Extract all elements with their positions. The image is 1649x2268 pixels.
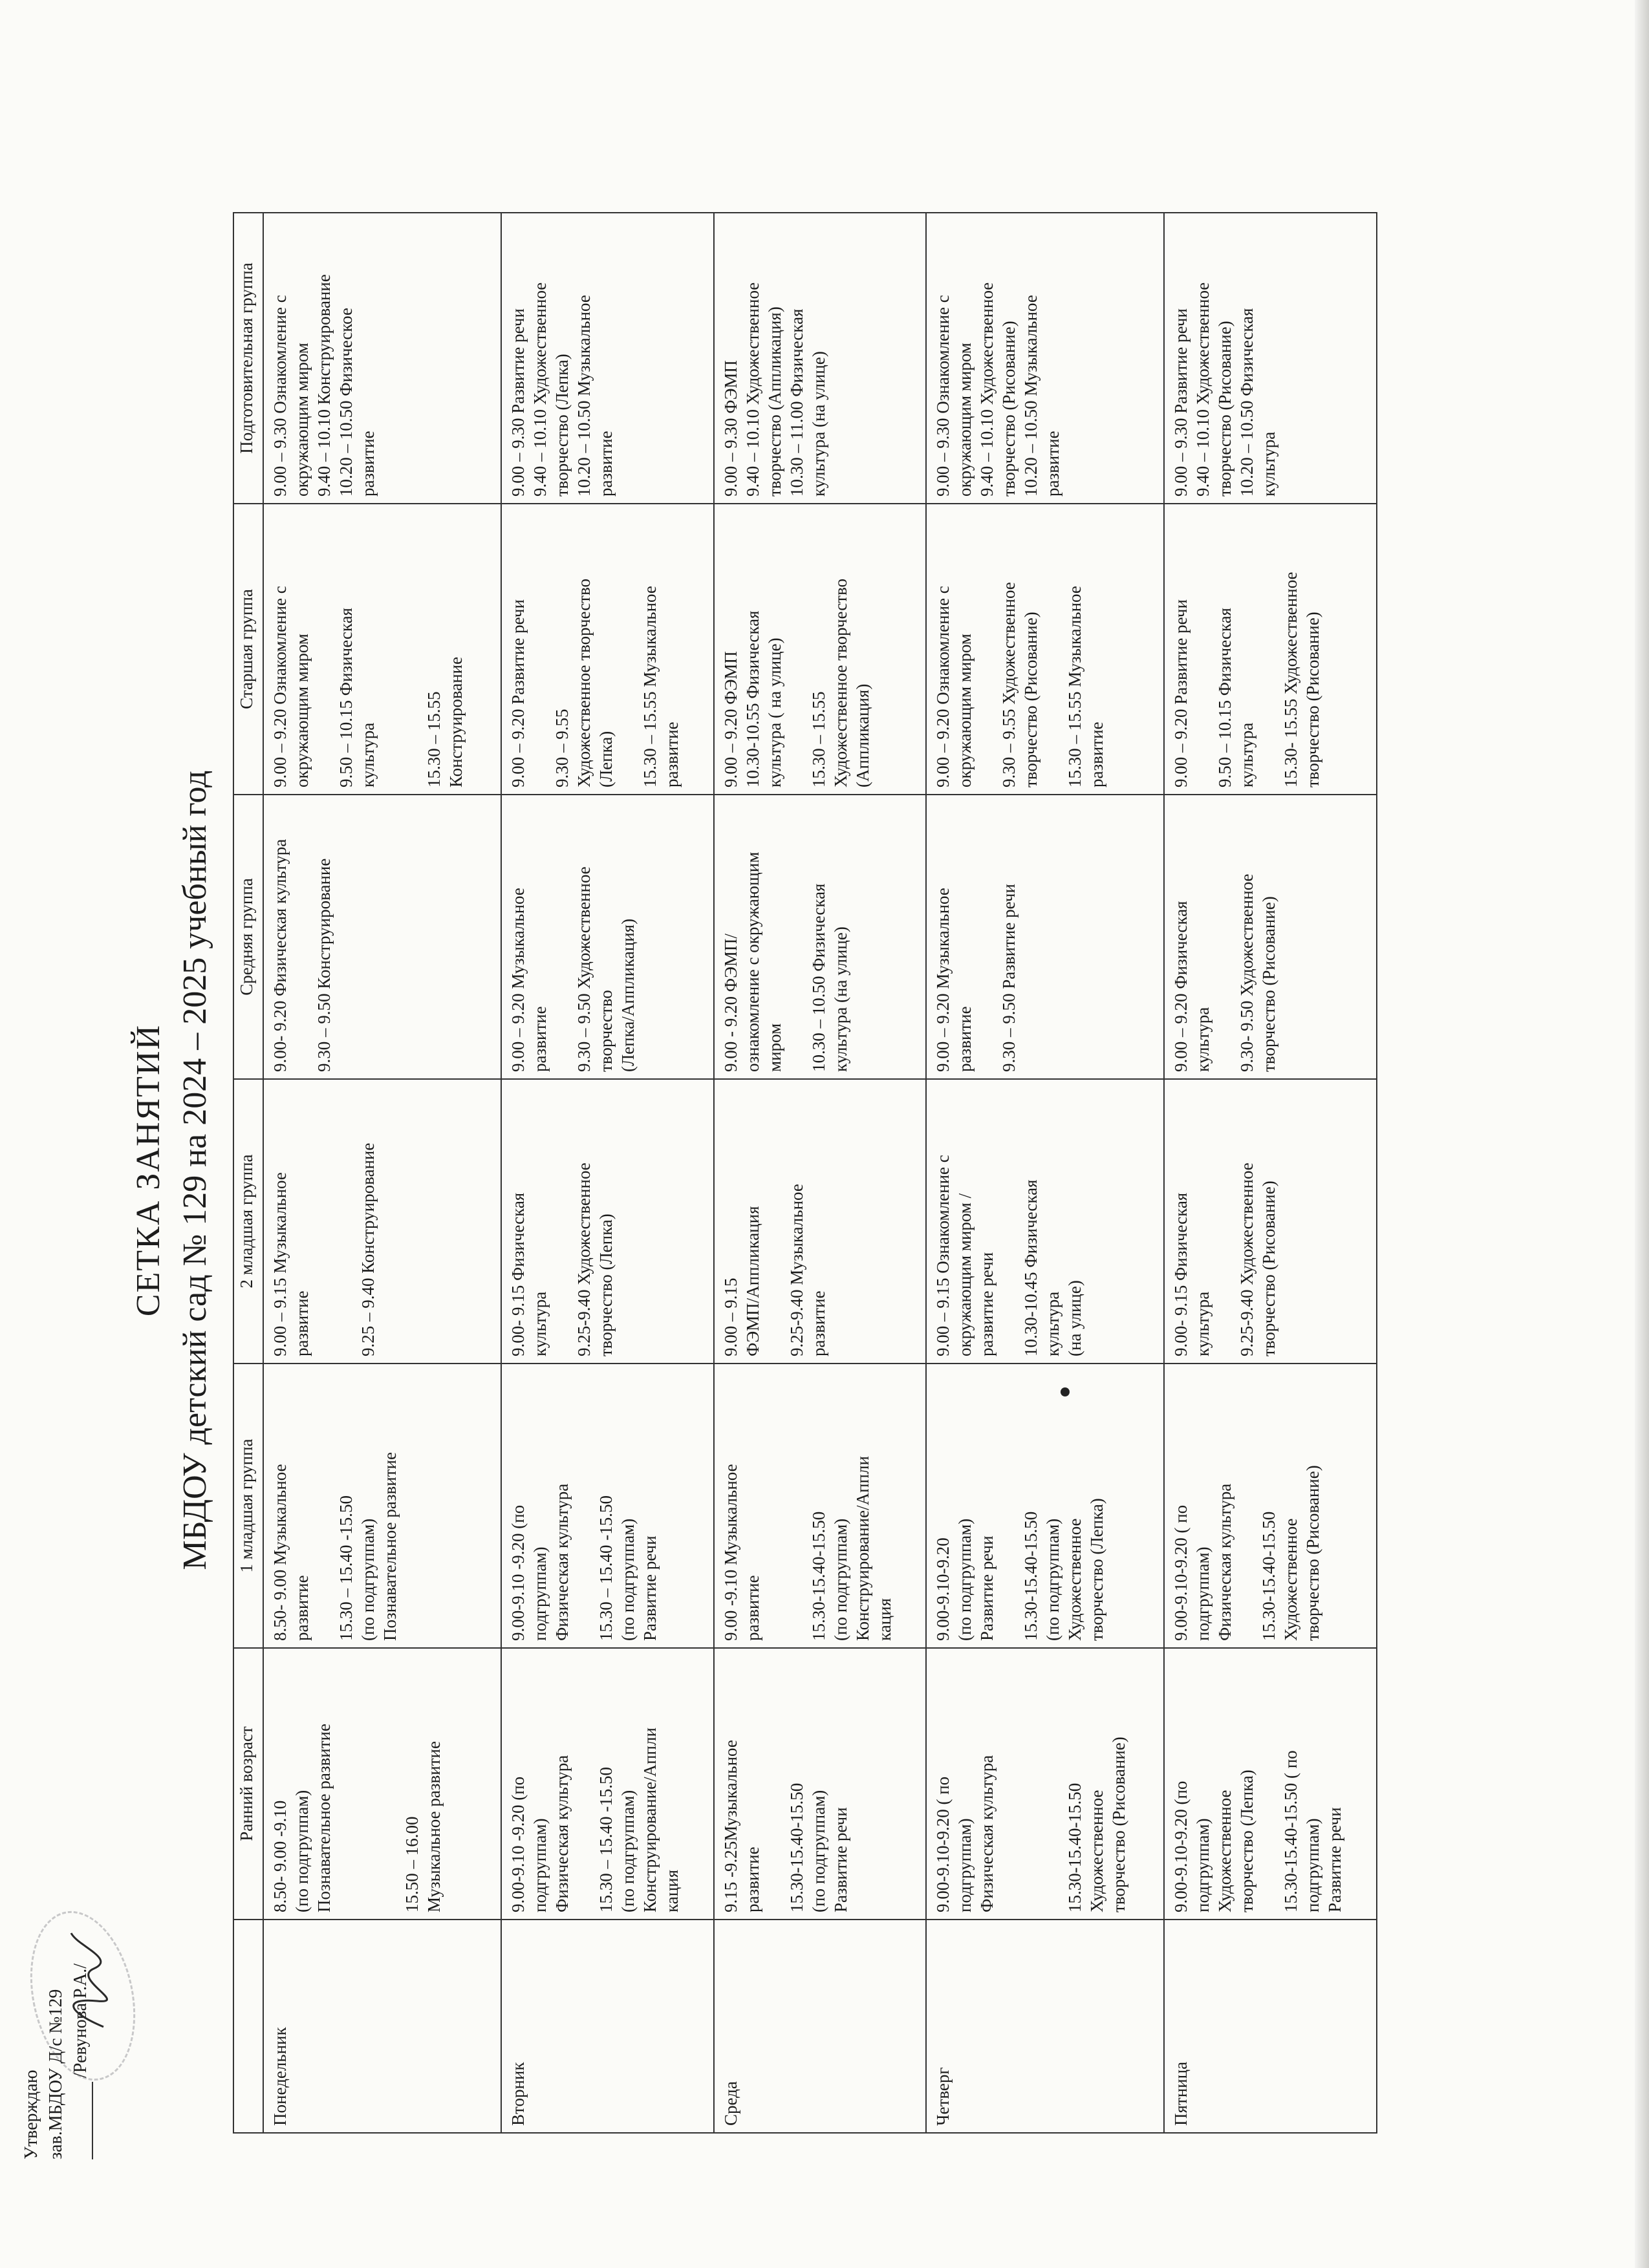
cell-line <box>357 1655 379 1912</box>
schedule-cell <box>926 1648 1164 1920</box>
schedule-cell <box>1164 795 1377 1079</box>
cell-line: культура <box>1259 431 1278 497</box>
cell-line: подгруппам) <box>955 1818 975 1912</box>
schedule-cell <box>714 1648 927 1920</box>
cell-line: 9.40 – 10.10 Художественное <box>1193 282 1212 497</box>
cell-line: Художественное <box>1065 1518 1085 1641</box>
cell-line: Конструирование <box>446 656 466 787</box>
cell-line: развитие <box>742 1846 762 1912</box>
cell-line: 9.00 – 9.15 Ознакомление с <box>933 1155 953 1356</box>
cell-line: Художественное <box>1281 1518 1300 1641</box>
day-cell: Вторник <box>501 1920 714 2133</box>
cell-line: Физическая культура <box>1215 1483 1234 1641</box>
cell-line: 9.00 – 9.20 Музыкальное <box>933 888 953 1072</box>
cell-line: 9.50 – 10.15 Физическая <box>1215 608 1234 787</box>
schedule-cell <box>926 795 1164 1079</box>
cell-line: 9.30 – 9.55 <box>552 709 572 787</box>
cell-line: 9.00 – 9.15 <box>720 1278 740 1356</box>
cell-line: 9.00 – 9.20 Ознакомление с <box>270 586 290 787</box>
cell-line: 8.50- 9.00 Музыкальное <box>270 1464 290 1641</box>
cell-line: 9.25-9.40 Художественное <box>574 1162 594 1356</box>
cell-line <box>976 802 998 1072</box>
cell-line: 15.30 – 15.40 -15.50 <box>596 1767 616 1912</box>
cell-line: Конструирование/Аппли <box>640 1728 660 1912</box>
cell-line: 9.00- 9.15 Физическая <box>508 1192 528 1356</box>
cell-line: Художественное <box>1215 1790 1234 1912</box>
day-cell: Четверг <box>926 1920 1164 2133</box>
cell-line <box>551 802 573 1072</box>
cell-line: развитие <box>808 1290 828 1356</box>
cell-line: 9.00- 9.15 Физическая <box>1171 1192 1191 1356</box>
cell-line: творчество (Лепка) <box>552 354 572 497</box>
cell-line: 9.30 – 9.50 Художественное <box>574 866 594 1072</box>
table-row <box>926 213 1164 2133</box>
cell-line: 9.00 – 9.20 Развитие речи <box>1171 599 1191 787</box>
schedule-cell <box>501 795 714 1079</box>
cell-line <box>1236 1371 1258 1641</box>
cell-line: творчество (Рисование) <box>1303 612 1322 787</box>
cell-line: развитие <box>596 431 616 497</box>
schedule-cell <box>501 1364 714 1648</box>
cell-line: Познавательное развитие <box>314 1724 334 1912</box>
schedule-cell <box>263 795 501 1079</box>
cell-line: кация <box>662 1869 682 1912</box>
cell-line: ознакомление с окружающим <box>742 851 762 1072</box>
cell-line: подгруппам) <box>530 1546 550 1641</box>
cell-line: (по подгруппам) <box>1043 1518 1063 1641</box>
cell-line: 15.30-15.40-15.50 <box>1021 1511 1041 1641</box>
scan-speck <box>1061 1387 1070 1396</box>
cell-line: 9.00-9.10-9.20 (по <box>1171 1781 1191 1912</box>
schedule-cell <box>263 1364 501 1648</box>
cell-line <box>291 802 313 1072</box>
cell-line <box>764 1086 786 1356</box>
cell-line: культура <box>1193 1007 1212 1072</box>
cell-line <box>1042 1655 1064 1912</box>
cell-line <box>551 1086 573 1356</box>
cell-line: 15.30- 15.55 Художественное <box>1281 572 1300 787</box>
cell-line: (на улице) <box>1065 1280 1085 1356</box>
cell-line: Конструирование/Аппли <box>852 1456 872 1641</box>
cell-line: 15.30 – 15.55 <box>424 691 444 787</box>
cell-line: (по подгруппам) <box>955 1518 975 1641</box>
column-header: Старшая группа <box>233 504 263 795</box>
schedule-cell <box>714 1079 927 1364</box>
cell-line: 10.20 – 10.50 Музыкальное <box>574 295 594 497</box>
cell-line: 15.30-15.40-15.50 <box>786 1782 806 1912</box>
cell-line: культура <box>1043 1291 1063 1356</box>
cell-line <box>764 1655 786 1912</box>
cell-line: подгруппам) <box>530 1818 550 1912</box>
cell-line: культура <box>1237 722 1256 787</box>
cell-line: ФЭМП/Аппликация <box>742 1206 762 1356</box>
cell-line: творчество (Рисование) <box>1259 1181 1278 1356</box>
cell-line: культура (на улице) <box>808 351 828 497</box>
cell-line: 9.00-9.10-9.20 <box>933 1537 953 1641</box>
column-header: 2 младшая группа <box>233 1079 263 1364</box>
cell-line: (по подгруппам) <box>830 1518 850 1641</box>
day-cell: Понедельник <box>263 1920 501 2133</box>
schedule-cell <box>501 1079 714 1364</box>
cell-line: Художественное творчество <box>574 578 594 787</box>
cell-line: 9.00 – 9.20 Музыкальное <box>508 888 528 1072</box>
header-row <box>233 213 263 2133</box>
cell-line: 15.30-15.40-15.50 ( по <box>1281 1750 1300 1912</box>
cell-line: 9.25 – 9.40 Конструирование <box>358 1142 378 1356</box>
cell-line: 9.30 – 9.50 Развитие речи <box>999 884 1019 1072</box>
cell-line: 10.20 – 10.50 Физическая <box>1237 308 1256 497</box>
column-header: Подготовительная группа <box>233 213 263 504</box>
cell-line: Развитие речи <box>830 1807 850 1912</box>
schedule-table <box>233 212 1377 2134</box>
cell-line: (по подгруппам) <box>292 1790 312 1912</box>
cell-line: 9.00- 9.20 Физическая культура <box>270 839 290 1072</box>
schedule-cell <box>714 1364 927 1648</box>
cell-line: 9.25-9.40 Художественное <box>1237 1162 1256 1356</box>
cell-line <box>335 1086 357 1356</box>
schedule-cell <box>1164 1364 1377 1648</box>
cell-line: культура <box>1193 1291 1212 1356</box>
cell-line: Развитие речи <box>640 1535 660 1641</box>
cell-line <box>313 511 335 787</box>
cell-line: окружающим миром <box>292 634 312 787</box>
cell-line: 10.20 – 10.50 Физическое <box>336 308 356 497</box>
cell-line: Художественное <box>1087 1790 1107 1912</box>
cell-line: творчество (Рисование) <box>999 321 1019 497</box>
cell-line <box>1214 802 1236 1072</box>
cell-line: 9.40 – 10.10 Конструирование <box>314 274 334 497</box>
cell-line: творчество (Лепка) <box>1087 1498 1107 1641</box>
rotated-schedule-page <box>0 168 1410 2172</box>
cell-line: (Аппликация) <box>852 683 872 787</box>
cell-line <box>401 511 423 787</box>
cell-line <box>786 1371 808 1641</box>
document-title: СЕТКА ЗАНЯТИЙ <box>130 1023 167 1317</box>
cell-line: 15.50 – 16.00 <box>402 1816 422 1912</box>
cell-line: 9.00 – 9.30 Развитие речи <box>508 308 528 497</box>
cell-line: 10.30 – 11.00 Физическая <box>786 308 806 497</box>
schedule-cell <box>926 504 1164 795</box>
cell-line: миром <box>764 1023 784 1072</box>
cell-line <box>573 1371 595 1641</box>
cell-line: (по подгруппам) <box>618 1518 638 1641</box>
cell-line: окружающим миром <box>955 634 975 787</box>
cell-line: 9.00 - 9.20 ФЭМП/ <box>720 934 740 1072</box>
cell-line: 10.30 – 10.50 Физическая <box>808 883 828 1072</box>
cell-line: культура (на улице) <box>830 926 850 1072</box>
schedule-cell <box>926 1364 1164 1648</box>
cell-line: 15.30 – 15.40 -15.50 <box>336 1495 356 1641</box>
cell-line: 9.00 – 9.30 Ознакомление с <box>270 295 290 497</box>
cell-line: 9.40 – 10.10 Художественное <box>530 282 550 497</box>
schedule-cell <box>501 213 714 504</box>
schedule-cell <box>714 795 927 1079</box>
schedule-cell <box>263 213 501 504</box>
cell-line: окружающим миром <box>292 343 312 497</box>
cell-line: подгруппам) <box>1303 1818 1322 1912</box>
schedule-cell <box>263 504 501 795</box>
cell-line: 9.50 – 10.15 Физическая <box>336 608 356 787</box>
schedule-cell <box>263 1648 501 1920</box>
cell-line: Физическая культура <box>552 1483 572 1641</box>
cell-line: окружающим миром / <box>955 1193 975 1356</box>
cell-line: 9.00 – 9.30 Развитие речи <box>1171 308 1191 497</box>
cell-line: 9.40 – 10.10 Художественное <box>742 282 762 497</box>
cell-line: подгруппам) <box>1193 1818 1212 1912</box>
table-row <box>714 213 927 2133</box>
cell-line: (по подгруппам) <box>618 1790 638 1912</box>
cell-line: 9.00 – 9.20 Развитие речи <box>508 599 528 787</box>
schedule-cell <box>714 504 927 795</box>
cell-line: 9.00 – 9.30 Ознакомление с <box>933 295 953 497</box>
cell-line: развитие <box>1043 431 1063 497</box>
schedule-cell <box>1164 1648 1377 1920</box>
cell-line: (по подгруппам) <box>358 1518 378 1641</box>
cell-line: развитие речи <box>977 1252 997 1356</box>
cell-line: Физическая культура <box>977 1755 997 1912</box>
cell-line: развитие <box>292 1575 312 1641</box>
cell-line: 8.50- 9.00 -9.10 <box>270 1800 290 1912</box>
cell-line <box>786 802 808 1072</box>
cell-line <box>379 1655 401 1912</box>
approval-line-2: зав.МБДОУ Д/с №129 <box>46 1989 66 2159</box>
cell-line: 15.30 – 15.55 Музыкальное <box>1065 586 1085 787</box>
table-row <box>501 213 714 2133</box>
column-header <box>233 1920 263 2133</box>
cell-line <box>379 511 401 787</box>
cell-line: 10.20 – 10.50 Музыкальное <box>1021 295 1041 497</box>
table-row <box>1164 213 1377 2133</box>
schedule-cell <box>501 504 714 795</box>
cell-line: культура <box>530 1291 550 1356</box>
cell-line: 15.30-15.40-15.50 <box>1065 1782 1085 1912</box>
day-cell: Пятница <box>1164 1920 1377 2133</box>
cell-line <box>335 1655 357 1912</box>
cell-line: 9.00-9.10 -9.20 (по <box>508 1504 528 1641</box>
cell-line: 9.30 – 9.55 Художественное <box>999 582 1019 787</box>
cell-line: 9.00-9.10-9.20 ( по <box>1171 1504 1191 1641</box>
cell-line: 9.00 – 9.30 ФЭМП <box>720 360 740 497</box>
cell-line <box>786 511 808 787</box>
cell-line <box>313 1086 335 1356</box>
cell-line: 10.30-10.45 Физическая <box>1021 1179 1041 1356</box>
table-row <box>263 213 501 2133</box>
cell-line: 9.40 – 10.10 Художественное <box>977 282 997 497</box>
cell-line: развитие <box>742 1575 762 1641</box>
cell-line: Развитие речи <box>1325 1807 1344 1912</box>
cell-line: Музыкальное развитие <box>424 1741 444 1912</box>
cell-line: 15.30 – 15.55 Музыкальное <box>640 586 660 787</box>
cell-line: 9.00 – 9.20 Ознакомление с <box>933 586 953 787</box>
cell-line: 9.00 -9.10 Музыкальное <box>720 1464 740 1641</box>
column-header: Средняя группа <box>233 795 263 1079</box>
cell-line <box>1192 511 1214 787</box>
cell-line: развитие <box>292 1290 312 1356</box>
cell-line: Развитие речи <box>977 1535 997 1641</box>
cell-line: 9.00 – 9.20 Физическая <box>1171 901 1191 1072</box>
day-cell: Среда <box>714 1920 927 2133</box>
cell-line: развитие <box>530 1006 550 1072</box>
document-subtitle: МБДОУ детский сад № 129 на 2024 – 2025 учебный год <box>177 770 213 1570</box>
cell-line: творчество (Лепка) <box>1237 1770 1256 1912</box>
cell-line <box>998 1086 1020 1356</box>
cell-line: кация <box>874 1598 894 1641</box>
schedule-cell <box>1164 504 1377 795</box>
cell-line: творчество <box>596 990 616 1072</box>
cell-line: окружающим миром <box>955 343 975 497</box>
cell-line: 15.30-15.40-15.50 <box>1259 1511 1278 1641</box>
schedule-cell <box>926 1079 1164 1364</box>
cell-line: творчество (Рисование) <box>1109 1737 1129 1912</box>
schedule-cell <box>263 1079 501 1364</box>
cell-line <box>1020 1655 1042 1912</box>
cell-line: творчество (Аппликация) <box>764 306 784 497</box>
approval-signer: /Ревунова Р.А./ <box>70 1963 91 2078</box>
cell-line: Физическая культура <box>552 1755 572 1912</box>
approval-line-1: Утверждаю <box>21 2070 41 2159</box>
cell-line: 9.00 – 9.20 ФЭМП <box>720 651 740 787</box>
cell-line: Художественное творчество <box>830 578 850 787</box>
cell-line <box>1042 511 1064 787</box>
cell-line <box>764 1371 786 1641</box>
cell-line: творчество (Рисование) <box>1215 321 1234 497</box>
cell-line <box>1258 511 1280 787</box>
cell-line: 15.30-15.40-15.50 <box>808 1511 828 1641</box>
cell-line <box>617 511 639 787</box>
cell-line: (Лепка/Аппликация) <box>618 918 638 1072</box>
column-header: 1 младшая группа <box>233 1364 263 1648</box>
cell-line: творчество (Рисование) <box>1303 1465 1322 1641</box>
cell-line: (Лепка) <box>596 731 616 787</box>
cell-line: 9.15 -9.25Музыкальное <box>720 1740 740 1912</box>
cell-line: Познавательное развитие <box>380 1452 400 1641</box>
cell-line: подгруппам) <box>1193 1546 1212 1641</box>
cell-line <box>313 1371 335 1641</box>
cell-line: 9.00 – 9.15 Музыкальное <box>270 1172 290 1356</box>
cell-line: (по подгруппам) <box>808 1790 828 1912</box>
cell-line: 15.30 – 15.40 -15.50 <box>596 1495 616 1641</box>
cell-line <box>529 511 551 787</box>
signature-line <box>92 2082 93 2159</box>
cell-line: культура <box>358 722 378 787</box>
cell-line <box>998 1371 1020 1641</box>
cell-line <box>976 511 998 787</box>
cell-line: 10.30-10.55 Физическая <box>742 610 762 787</box>
scan-edge-shadow <box>1635 0 1649 2268</box>
cell-line: 9.00-9.10 -9.20 (по <box>508 1776 528 1912</box>
cell-line: 9.30- 9.50 Художественное <box>1237 873 1256 1072</box>
schedule-cell <box>926 213 1164 504</box>
cell-line: развитие <box>1087 722 1107 787</box>
cell-line: творчество (Рисование) <box>1259 896 1278 1072</box>
cell-line <box>1258 1655 1280 1912</box>
schedule-cell <box>1164 213 1377 504</box>
cell-line: 9.30 – 9.50 Конструирование <box>314 858 334 1072</box>
signature-icon <box>58 1927 116 2030</box>
cell-line: творчество (Лепка) <box>596 1214 616 1356</box>
cell-line <box>1214 1086 1236 1356</box>
cell-line <box>573 1655 595 1912</box>
cell-line: развитие <box>955 1006 975 1072</box>
cell-line: 9.25-9.40 Музыкальное <box>786 1184 806 1356</box>
cell-line: развитие <box>662 722 682 787</box>
schedule-cell <box>714 213 927 504</box>
cell-line: 15.30 – 15.55 <box>808 691 828 787</box>
cell-line: творчество (Рисование) <box>1021 612 1041 787</box>
cell-line <box>998 1655 1020 1912</box>
schedule-cell <box>1164 1079 1377 1364</box>
cell-line: культура ( на улице) <box>764 637 784 787</box>
column-header: Ранний возраст <box>233 1648 263 1920</box>
schedule-cell <box>501 1648 714 1920</box>
cell-line: развитие <box>358 431 378 497</box>
cell-line: 9.00-9.10-9.20 ( по <box>933 1776 953 1912</box>
